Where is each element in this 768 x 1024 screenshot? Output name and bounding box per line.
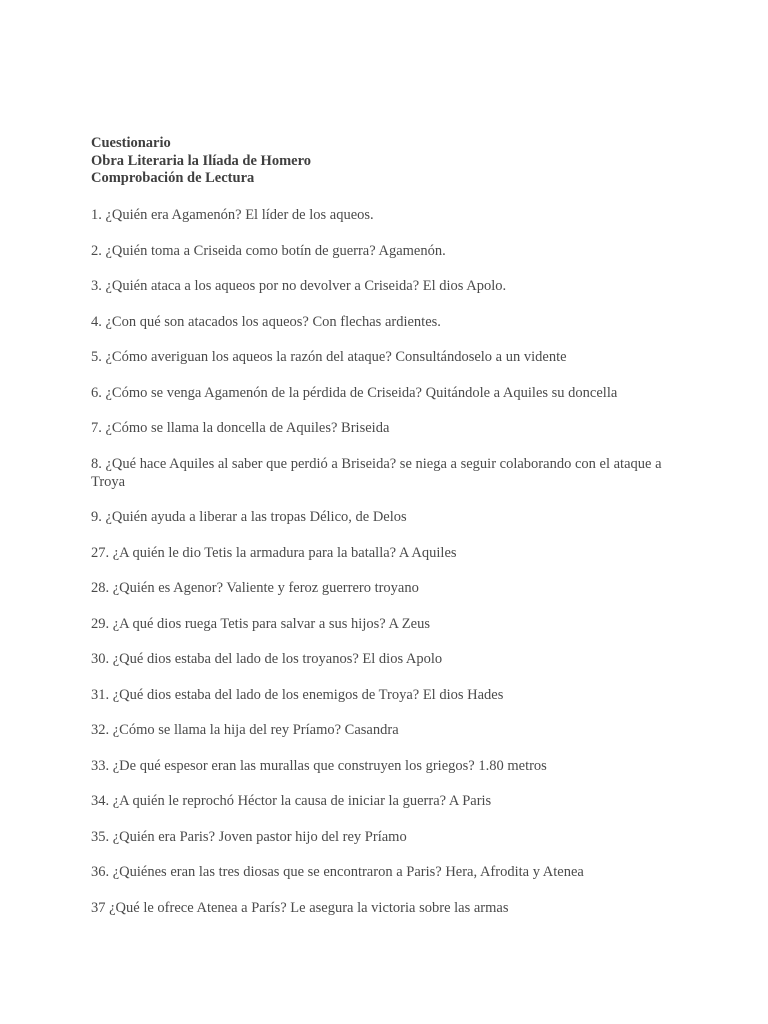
question-item: 3. ¿Quién ataca a los aqueos por no devolver a Criseida? El dios Apolo. — [91, 278, 507, 294]
question-item: 9. ¿Quién ayuda a liberar a las tropas Délico, de Delos — [91, 509, 407, 525]
question-item: 35. ¿Quién era Paris? Joven pastor hijo del rey Príamo — [91, 828, 407, 845]
question-item: 32. ¿Cómo se llama la hija del rey Príamo? Casandra — [91, 722, 399, 738]
heading-work: Obra Literaria la Ilíada de Homero — [91, 152, 312, 169]
question-item: 27. ¿A quién le dio Tetis la armadura para la batalla? A Aquiles — [91, 544, 457, 561]
question-item: 4. ¿Con qué son atacados los aqueos? Con flechas ardientes. — [91, 313, 441, 330]
question-item: 8. ¿Qué hace Aquiles al saber que perdió a Briseida? se niega a seguir colaborando con el ataque a Troya — [91, 455, 662, 490]
question-list — [91, 206, 691, 934]
question-item: 28. ¿Quién es Agenor? Valiente y feroz guerrero troyano — [91, 580, 419, 596]
question-item: 34. ¿A quién le reprochó Héctor la causa de iniciar la guerra? A Paris — [91, 793, 492, 809]
heading-title: Cuestionario — [91, 135, 171, 151]
question-item: 37 ¿Qué le ofrece Atenea a París? Le asegura la victoria sobre las armas — [91, 899, 509, 916]
question-item: 30. ¿Qué dios estaba del lado de los troyanos? El dios Apolo — [91, 651, 443, 667]
question-item: 2. ¿Quién toma a Criseida como botín de guerra? Agamenón. — [91, 242, 446, 259]
question-item: 29. ¿A qué dios ruega Tetis para salvar a sus hijos? A Zeus — [91, 615, 430, 632]
question-item: 7. ¿Cómo se llama la doncella de Aquiles? Briseida — [91, 420, 390, 436]
question-item: 33. ¿De qué espesor eran las murallas que construyen los griegos? 1.80 metros — [91, 757, 547, 774]
question-item: 6. ¿Cómo se venga Agamenón de la pérdida de Criseida? Quitándole a Aquiles su doncella — [91, 384, 618, 401]
question-item: 1. ¿Quién era Agamenón? El líder de los aqueos. — [91, 207, 374, 223]
question-item: 5. ¿Cómo averiguan los aqueos la razón del ataque? Consultándoselo a un vidente — [91, 349, 567, 365]
heading-subtitle: Comprobación de Lectura — [91, 170, 255, 186]
document-heading — [91, 135, 691, 188]
question-item: 36. ¿Quiénes eran las tres diosas que se encontraron a Paris? Hera, Afrodita y Atenea — [91, 864, 584, 880]
question-item: 31. ¿Qué dios estaba del lado de los enemigos de Troya? El dios Hades — [91, 686, 504, 703]
